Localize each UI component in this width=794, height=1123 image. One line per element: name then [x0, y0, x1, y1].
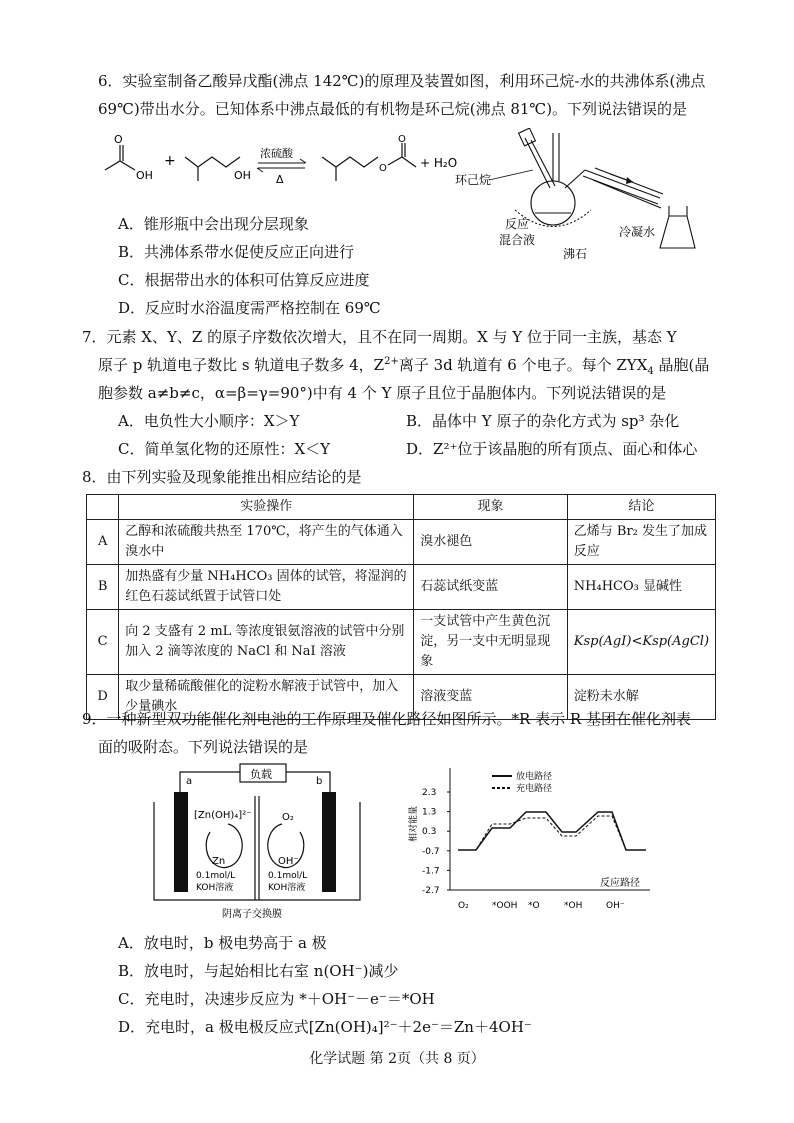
y-tick-label: 2.3 [422, 788, 437, 798]
electrode-a [174, 792, 188, 892]
x-tick-label: *OOH [492, 901, 518, 911]
electrode-b [322, 792, 336, 892]
y-tick-label: -0.7 [422, 846, 440, 857]
cell-operation: 乙醇和浓硫酸共热至 170℃，将产生的气体通入溴水中 [119, 520, 414, 565]
x-tick-label: OH⁻ [606, 901, 625, 911]
q9-stem-line2: 面的吸附态。下列说法错误的是 [98, 738, 309, 756]
charge-path [458, 816, 646, 850]
acid-oh: OH [136, 169, 153, 182]
y-tick-label: -1.7 [422, 866, 440, 877]
energy-diagram [400, 762, 680, 917]
y-tick-label: 0.3 [422, 827, 437, 838]
acid-o: O [114, 135, 123, 146]
table-header [87, 495, 119, 520]
row-label: A [87, 520, 119, 565]
q9-option-b[interactable]: B．放电时，与起始相比右室 n(OH⁻)减少 [118, 962, 399, 980]
water-label: + H₂O [420, 156, 458, 170]
koh-right: KOH溶液 [268, 883, 306, 893]
row-label: D [87, 675, 119, 720]
cell-conclusion: NH₄HCO₃ 显碱性 [567, 565, 715, 610]
label-mixture-1: 反应 [505, 217, 530, 231]
oh-label: OH⁻ [278, 856, 299, 867]
table-row [87, 565, 716, 610]
o2-label: O₂ [282, 812, 294, 823]
distillation-apparatus [455, 128, 705, 268]
table-header: 实验操作 [119, 495, 414, 520]
electrode-b-label: b [316, 776, 323, 787]
q6-option-c[interactable]: C．根据带出水的体积可估算反应进度 [118, 271, 370, 289]
label-boiling-stone: 沸石 [563, 247, 588, 261]
koh-left: KOH溶液 [196, 883, 234, 893]
q9-option-c[interactable]: C．充电时，决速步反应为 *＋OH⁻－e⁻＝*OH [118, 990, 435, 1008]
q6-option-a[interactable]: A．锥形瓶中会出现分层现象 [118, 215, 309, 233]
label-cyclohexane: 环己烷 [455, 173, 492, 187]
label-condenser-water: 冷凝水 [619, 225, 656, 239]
q7-option-c[interactable]: C．简单氢化物的还原性：X＜Y [118, 440, 331, 458]
y-tick-label: 1.3 [422, 807, 437, 818]
q9-option-a[interactable]: A．放电时，b 极电势高于 a 极 [118, 934, 327, 952]
row-label: C [87, 610, 119, 675]
table-header: 结论 [567, 495, 715, 520]
x-tick-label: *O [528, 901, 540, 911]
plus-sign: + [164, 153, 176, 169]
label-mixture-2: 混合液 [499, 233, 536, 247]
q6-option-d[interactable]: D．反应时水浴温度需严格控制在 69℃ [118, 299, 381, 317]
table-row [87, 610, 716, 675]
cell-conclusion: 乙烯与 Br₂ 发生了加成反应 [567, 520, 715, 565]
battery-diagram [150, 762, 380, 922]
ester-o-double: O [398, 135, 406, 145]
catalyst-label: 浓硫酸 [260, 147, 293, 160]
table-header: 现象 [414, 495, 568, 520]
cell-phenomenon: 石蕊试纸变蓝 [414, 565, 568, 610]
conc-left: 0.1mol/L [196, 871, 236, 881]
membrane-label: 阴离子交换膜 [222, 909, 282, 920]
legend-discharge: 放电路径 [516, 772, 553, 782]
cell-operation: 向 2 支盛有 2 mL 等浓度银氨溶液的试管中分别加入 2 滴等浓度的 NaCl 和 NaI 溶液 [119, 610, 414, 675]
q7-stem-line3: 胞参数 a≠b≠c，α=β=γ=90°)中有 4 个 Y 原子且位于晶胞体内。下列说法错误的是 [98, 384, 667, 402]
cell-phenomenon: 溶液变蓝 [414, 675, 568, 720]
q7-option-d[interactable]: D．Z²⁺位于该晶胞的所有顶点、面心和体心 [406, 440, 698, 458]
table-header-row [87, 495, 716, 520]
conc-right: 0.1mol/L [268, 871, 308, 881]
q7-option-a[interactable]: A．电负性大小顺序：X＞Y [118, 412, 300, 430]
row-label: B [87, 565, 119, 610]
alcohol-oh: OH [234, 169, 251, 182]
cell-phenomenon: 一支试管中产生黄色沉淀，另一支中无明显现象 [414, 610, 568, 675]
y-axis-label: 相对能量 [409, 805, 419, 842]
x-tick-label: *OH [564, 901, 583, 911]
zn-label: Zn [212, 856, 226, 867]
q6-stem-line1: 6．实验室制备乙酸异戊酯(沸点 142℃)的原理及装置如图，利用环己烷-水的共沸体系(沸点 [98, 72, 706, 90]
x-tick-label: O₂ [458, 901, 469, 911]
experiment-table [86, 494, 716, 720]
q9-stem-line1: 9．一种新型双功能催化剂电池的工作原理及催化路径如图所示。*R 表示 R 基团在催化剂表 [82, 710, 691, 728]
x-axis-label: 反应路径 [600, 878, 640, 889]
electrode-a-label: a [186, 776, 193, 787]
cell-phenomenon: 溴水褪色 [414, 520, 568, 565]
heat-label: Δ [276, 173, 284, 186]
zincate-label: [Zn(OH)₄]²⁻ [194, 810, 252, 821]
q7-option-b[interactable]: B．晶体中 Y 原子的杂化方式为 sp³ 杂化 [406, 412, 680, 430]
q7-stem-line1: 7．元素 X、Y、Z 的原子序数依次增大，且不在同一周期。X 与 Y 位于同一主族，基态 Y [82, 328, 677, 346]
reaction-equation [100, 135, 460, 195]
load-label: 负载 [250, 768, 272, 781]
cell-conclusion: Ksp(AgI)<Ksp(AgCl) [567, 610, 715, 675]
table-row [87, 520, 716, 565]
y-tick-label: -2.7 [422, 886, 440, 896]
cell-operation: 加热盛有少量 NH₄HCO₃ 固体的试管，将湿润的红色石蕊试纸置于试管口处 [119, 565, 414, 610]
q6-option-b[interactable]: B．共沸体系带水促使反应正向进行 [118, 243, 355, 261]
legend-charge: 充电路径 [516, 784, 553, 794]
cell-conclusion: 淀粉未水解 [567, 675, 715, 720]
q8-stem: 8．由下列实验及现象能推出相应结论的是 [82, 468, 362, 486]
q6-stem-line2: 69℃)带出水分。已知体系中沸点最低的有机物是环己烷(沸点 81℃)。下列说法错误的是 [98, 100, 688, 118]
q7-stem-line2: 原子 p 轨道电子数比 s 轨道电子数多 4，$Z^{2+}$离子 3d 轨道有 6 个电子。每个 $ZYX_4$ 晶胞(晶 [98, 356, 710, 377]
q9-option-d[interactable]: D．充电时，a 极电极反应式[Zn(OH)₄]²⁻＋2e⁻＝Zn＋4OH⁻ [118, 1018, 532, 1036]
page-footer: 化学试题 第 2页（共 8 页） [309, 1051, 485, 1067]
ester-o: O [379, 163, 387, 174]
cell-operation: 取少量稀硫酸催化的淀粉水解液于试管中，加入少量碘水 [119, 675, 414, 720]
